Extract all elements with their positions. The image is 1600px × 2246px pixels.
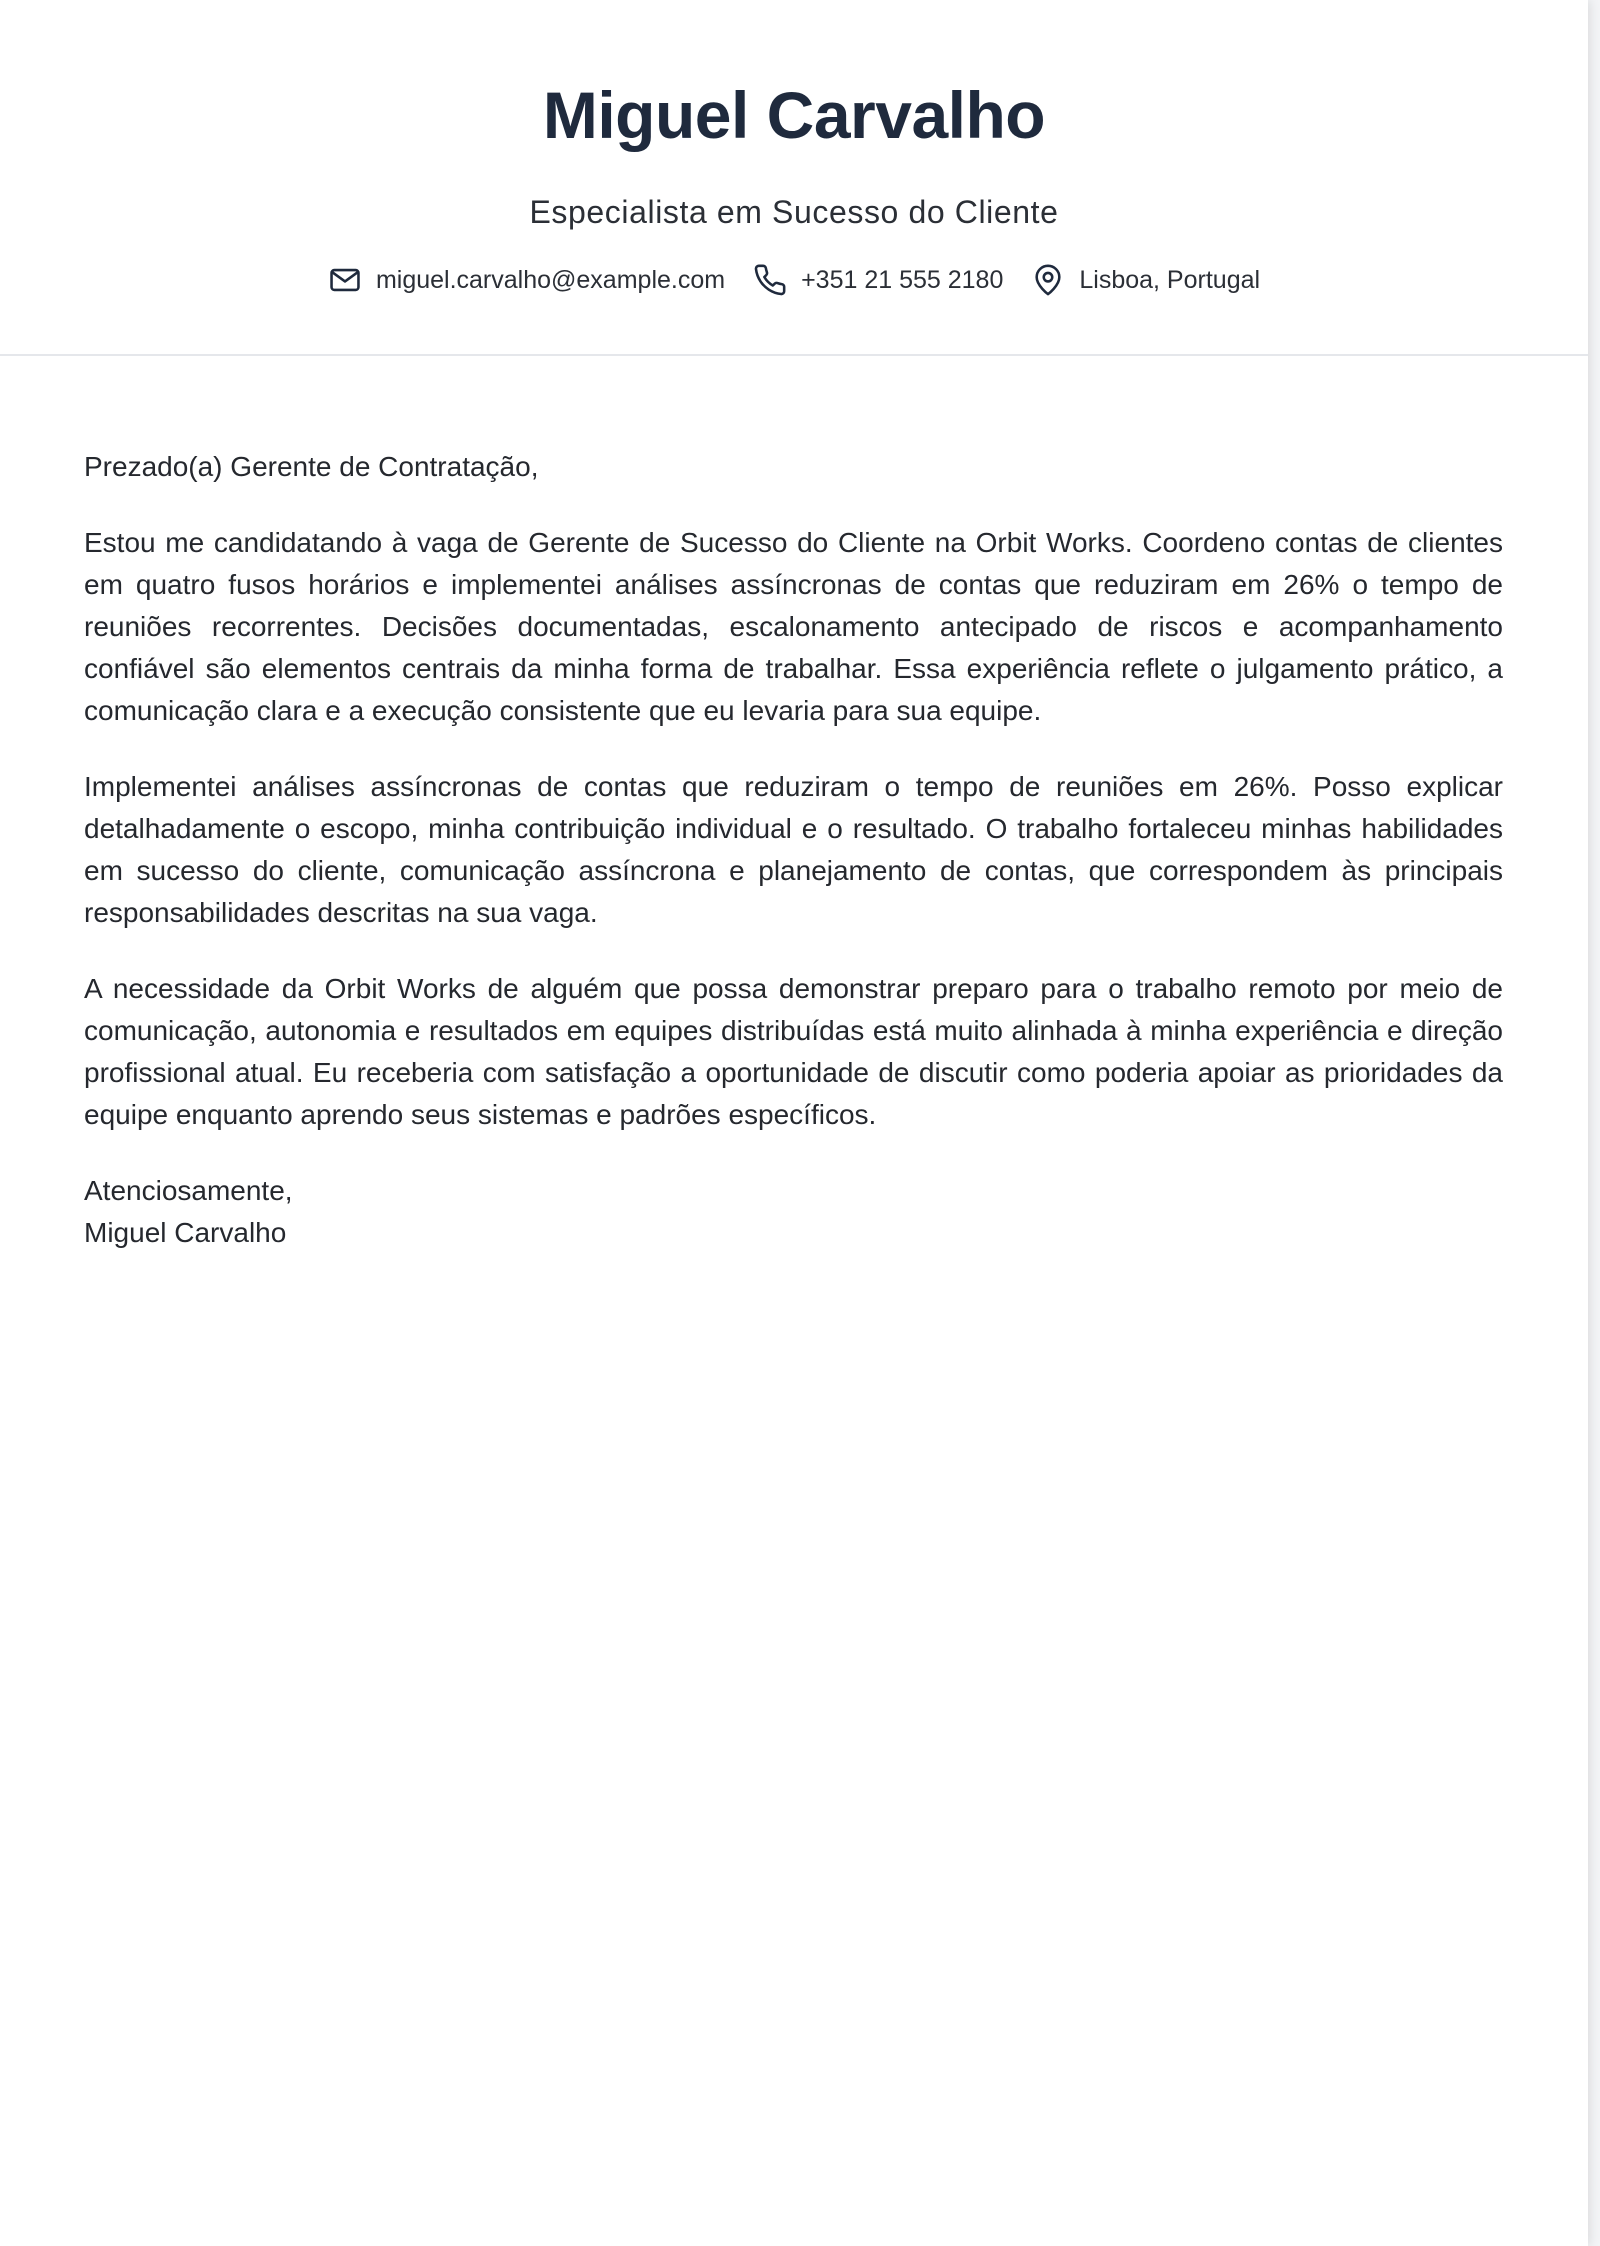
- applicant-name: Miguel Carvalho: [542, 78, 1046, 152]
- location-text: Lisboa, Portugal: [1079, 265, 1261, 294]
- contact-info: [0, 260, 1588, 300]
- phone-text: +351 21 555 2180: [801, 265, 1004, 294]
- contact-email[interactable]: [328, 263, 725, 297]
- body-paragraph-3: A necessidade da Orbit Works de alguém que possa demonstrar preparo para o trabalho remoto por meio de comunicação, autonomia e resultados em equipes distribuídas está muito alinhada à minha experiência e direção profissional atual. Eu receberia com satisfação a oportunidade de discutir como poderia apoiar as prioridades da equipe enquanto aprendo seus sistemas e padrões específicos.: [84, 973, 1503, 1130]
- contact-phone[interactable]: [753, 263, 1003, 297]
- salutation: Prezado(a) Gerente de Contratação,: [84, 451, 539, 482]
- phone-icon: [753, 263, 787, 297]
- signature-name: Miguel Carvalho: [84, 1217, 287, 1248]
- letter-header: [0, 0, 1588, 356]
- email-text: miguel.carvalho@example.com: [375, 265, 726, 294]
- body-paragraph-1: Estou me candidatando à vaga de Gerente de Sucesso do Cliente na Orbit Works. Coordeno contas de clientes em quatro fusos horários e implementei análises assíncronas de contas que reduziram em 26% o tempo de reuniões recorrentes. Decisões documentadas, escalonamento antecipado de riscos e acompanhamento confiável são elementos centrais da minha forma de trabalhar. Essa experiência reflete o julgamento prático, a comunicação clara e a execução consistente que eu levaria para sua equipe.: [84, 527, 1503, 726]
- closing: Atenciosamente,: [84, 1175, 293, 1206]
- mail-icon: [328, 263, 362, 297]
- sign-off: [84, 1170, 1503, 1254]
- contact-location: [1031, 263, 1260, 297]
- letter-body: [84, 446, 1503, 1254]
- map-pin-icon: [1031, 263, 1065, 297]
- applicant-title: Especialista em Sucesso do Cliente: [529, 194, 1059, 230]
- body-paragraph-2: Implementei análises assíncronas de contas que reduziram o tempo de reuniões em 26%. Posso explicar detalhadamente o escopo, minha contribuição individual e o resultado. O trabalho fortaleceu minhas habilidades em sucesso do cliente, comunicação assíncrona e planejamento de contas, que correspondem às principais responsabilidades descritas na sua vaga.: [84, 771, 1503, 928]
